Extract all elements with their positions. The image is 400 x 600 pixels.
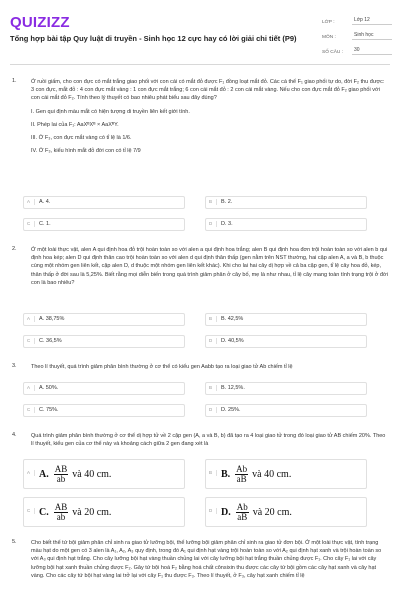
fraction-numerator: AB [54,501,68,512]
meta-value: 30 [352,47,392,56]
option-letter: C [27,407,35,413]
fraction-numerator: AB [54,463,68,474]
option-b[interactable] [205,382,367,395]
option-letter: B [209,316,217,322]
meta-row-class [322,10,392,25]
option-letter: D [209,338,217,344]
option-letter: C [27,221,35,227]
question-5 [10,539,388,580]
option-rest: và 40 cm. [72,468,112,480]
question-text: Theo lí thuyết, quá trình giảm phân bình thường ở cơ thể có kiểu gen Aabb tạo ra loại giao tử Ab chiếm tỉ lệ [31,364,293,370]
page-title: Tổng hợp bài tập Quy luật di truyền - Sinh học 12 cực hay có lời giải chi tiết (P9) [10,34,297,43]
question-number: 4. [12,432,17,438]
option-text: D. 3. [221,221,233,227]
genotype-fraction [236,503,249,522]
meta-label: LỚP : [322,20,335,25]
option-letter: B [209,470,217,476]
option-text: D. 40,5% [221,338,244,344]
option-letter: D [209,221,217,227]
question-text: Ở một loài thực vật, alen A qui định hoa đỏ trội hoàn toàn so với alen a qui định hoa trắng; alen B qui định hoa đơn trội hoàn toàn so với alen b qui định hoa kép; alen D qui định thân cao trội hoàn toàn so với alen d qui định thân thấp (gen nằm trên NST thường, hai cặp alen A, a và B, b thuộc cùng một nhóm gen liên kết, cặp alen D, d thuộc một nhóm gen liên kết khác). Khi cho lai hai cây dị hợp về cả ba cặp gen, tỉ lệ cây hoa đỏ, kép, thân thấp ở đời sau là 5,25%. Biết rằng mọi diễn biến trong quá trình giảm phân ở cây bố, mẹ là như nhau, tỉ lệ cây mang toàn tính trạng trội ở đời con là bao nhiêu? [31,247,388,286]
question-number: 2. [12,246,17,252]
question-text: Ở ruồi giấm, cho con đực có mắt trắng giao phối với con cái có mắt đỏ được F₁ đồng loạt mắt đỏ. Các cá thể F₁ giao phối tự do, đời F₂ thu được: 3 con đực, mắt đỏ : 4 con đực mắt vàng : 1 con đực mắt trắng; 6 con cái mắt đỏ : 2 con cái mắt vàng. Nếu cho con đực mắt đỏ F₂ giao phối với con cái mắt đỏ F₂. Tính theo lý thuyết có bao nhiêu phát biểu sau đây đúng? [31,79,385,102]
option-text: A. 38,75% [39,316,65,322]
genotype-fraction [54,503,69,522]
meta-row-count [322,40,392,55]
option-d[interactable] [205,218,367,231]
option-text: B. 42,5% [221,316,244,322]
option-b[interactable] [205,313,367,326]
option-label: D. [221,506,231,518]
option-a[interactable] [23,382,185,395]
option-d[interactable] [205,404,367,417]
meta-row-subject [322,25,392,40]
meta-info [322,10,392,55]
option-letter: D [209,407,217,413]
option-label: A. [39,468,49,480]
quizizz-logo: QUIZIZZ [10,14,70,31]
option-rest: và 40 cm. [252,468,292,480]
option-letter: B [209,199,217,205]
fraction-numerator: Ab [236,501,248,512]
question-2 [10,246,388,287]
meta-value: Lớp 12 [352,17,392,26]
question-4 [10,432,388,448]
option-a[interactable] [23,313,185,326]
option-formula [221,500,292,524]
meta-label: MÔN : [322,35,336,40]
option-letter: A [27,385,35,391]
option-letter: D [209,508,217,514]
meta-label: SỐ CÂU : [322,50,344,55]
option-a[interactable] [23,459,185,489]
option-d[interactable] [205,335,367,348]
question-number: 1. [12,78,17,84]
option-formula [39,500,111,524]
header [0,0,400,62]
option-c[interactable] [23,497,185,527]
option-rest: và 20 cm. [252,506,292,518]
genotype-fraction [54,465,69,484]
meta-value: Sinh học [352,32,392,41]
option-letter: B [209,385,217,391]
option-letter: C [27,508,35,514]
option-formula [39,462,111,486]
option-a[interactable] [23,196,185,209]
option-letter: A [27,199,35,205]
option-letter: A [27,470,35,476]
option-text: C. 75%. [39,407,59,413]
question-3 [10,363,388,371]
fraction-denominator: aB [236,473,247,484]
fraction-denominator: ab [56,511,66,522]
option-text: D. 25%. [221,407,241,413]
statement: II. Phép lai của F₁: AaXᴮXᴮ × AaXᴮY. [31,121,119,128]
option-c[interactable] [23,335,185,348]
statement: IV. Ở F₃, kiểu hình mắt đỏ đời con có tỉ lệ 7/9 [31,147,141,154]
question-text: Cho biết thể tứ bội giảm phân chỉ sinh ra giao tử lưỡng bội, thể lưỡng bội giảm phân chỉ sinh ra giao tử đơn bội. Ở một loài thực vật, tính trạng màu hạt do một gen có 3 alen là A₁, A₂, A₃ quy định, trong đó A₁ qui định hạt vàng trội hoàn toàn so với A₂ qui định hạt xanh và trội hoàn toàn so với A₃ qui định hạt trắng. Cho cây lưỡng bội hạt vàng thuần chủng lai với cây lưỡng bội hạt trắng thuần chủng được F₁. Cho cây F₁ lai với cây lưỡng bội hạt xanh thuần chủng được F₂. Gây tứ bội hoá F₂ bằng hoá chất cônsixin thu được các cây tứ bội gồm các cây hạt xanh và cây hạt vàng. Cho các cây tứ bội hạt vàng lai trở lại với cây F₁ thu được F₃. Theo lí thuyết, ở F₃, cây hạt xanh chiếm tỉ lệ [31,540,382,579]
genotype-fraction [235,465,248,484]
fraction-numerator: Ab [236,463,248,474]
option-letter: A [27,316,35,322]
option-formula [221,462,291,486]
option-text: C. 1. [39,221,51,227]
option-text: A. 50%. [39,385,59,391]
option-b[interactable] [205,196,367,209]
question-number: 3. [12,363,17,369]
option-label: B. [221,468,231,480]
fraction-denominator: ab [56,473,66,484]
option-text: A. 4. [39,199,51,205]
option-text: B. 12,5%. [221,385,245,391]
question-number: 5. [12,539,17,545]
question-1 [10,78,388,155]
option-c[interactable] [23,218,185,231]
header-divider [10,64,390,65]
option-rest: và 20 cm. [72,506,112,518]
option-label: C. [39,506,49,518]
fraction-denominator: aB [237,511,248,522]
option-c[interactable] [23,404,185,417]
statement: I. Gen qui định màu mắt có hiện tượng di truyền liên kết giới tính. [31,108,190,115]
option-text: B. 2. [221,199,233,205]
question-text: Quá trình giảm phân bình thường ở cơ thể dị hợp tử về 2 cặp gen (A, a và B, b) đã tạo ra 4 loại giao tử trong đó loại giao tử AB chiếm 20%. Theo lí thuyết, kiểu gen của cơ thể này và khoảng cách giữa 2 gen đang xét là [31,433,386,448]
option-b[interactable] [205,459,367,489]
option-letter: C [27,338,35,344]
option-text: C. 36,5% [39,338,62,344]
statement: III. Ở F₃, con đực mắt vàng có tỉ lệ là 1/6. [31,134,132,141]
option-d[interactable] [205,497,367,527]
